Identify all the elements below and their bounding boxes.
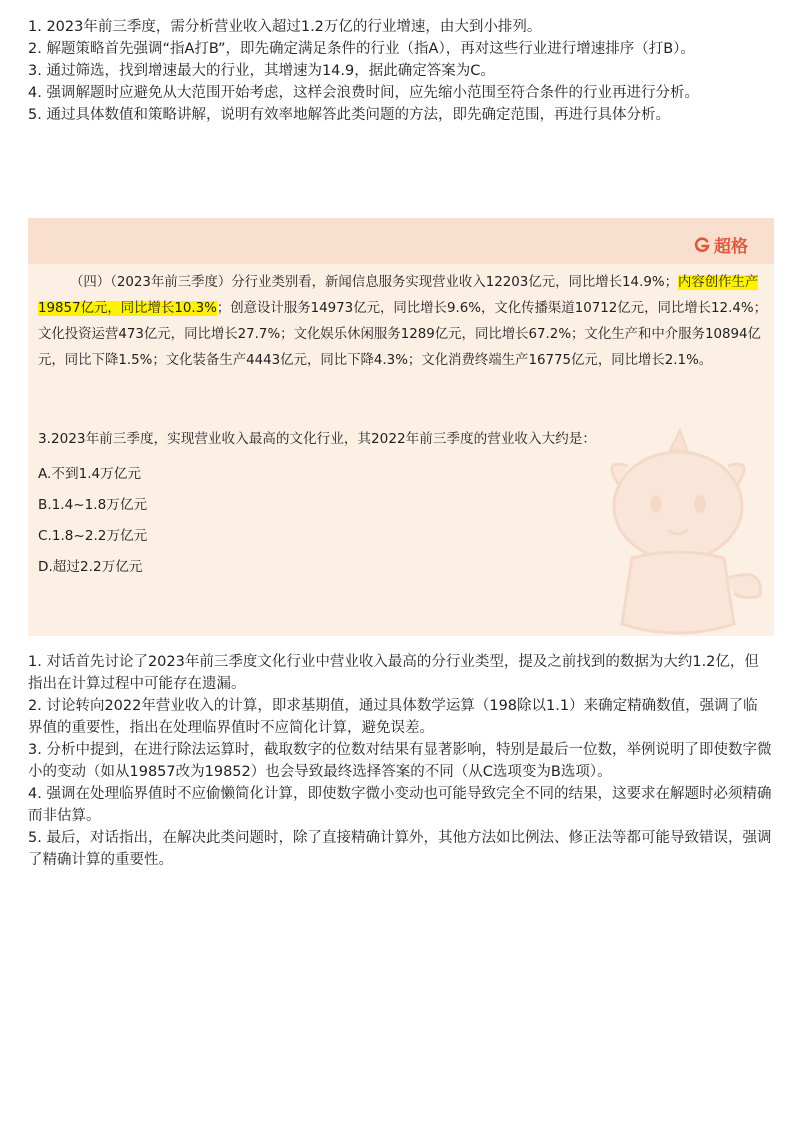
note-item: 5. 通过具体数值和策略讲解，说明有效率地解答此类问题的方法，即先确定范围，再进行具体分析。 [28,107,670,123]
note-item: 5. 最后，对话指出，在解决此类问题时，除了直接精确计算外，其他方法如比例法、修正法等都可能导致错误，强调了精确计算的重要性。 [28,830,772,868]
slide-header-band [28,218,774,264]
brand-name: 超格 [714,237,748,257]
note-item: 1. 2023年前三季度，需分析营业收入超过1.2万亿的行业增速，由大到小排列。 [28,19,542,35]
option-a: A.不到1.4万亿元 [38,466,141,482]
question-stem: 3.2023年前三季度，实现营业收入最高的文化行业，其2022年前三季度的营业收入大约是： [38,431,596,447]
note-item: 4. 强调解题时应避免从大范围开始考虑，这样会浪费时间，应先缩小范围至符合条件的行业再进行分析。 [28,85,699,101]
passage-rest: ；创意设计服务14973亿元，同比增长9.6%，文化传播渠道10712亿元，同比增长12.4%；文化投资运营473亿元，同比增长27.7%；文化娱乐休闲服务1289亿元，同比增长67.2%；文化生产和中介服务10894亿元，同比下降1.5%；文化装备生产4443亿元，同比下降4.3%；文化消费终端生产16775亿元，同比增长2.1%。 [38,301,767,368]
brand-logo-icon [694,237,710,253]
passage-text [38,270,768,374]
lecture-slide [28,218,774,636]
note-item: 4. 强调在处理临界值时不应偷懒简化计算，即使数字微小变动也可能导致完全不同的结果，这要求在解题时必须精确而非估算。 [28,786,772,824]
brand-logo [694,232,748,257]
note-item: 3. 分析中提到，在进行除法运算时，截取数字的位数对结果有显著影响，特别是最后一位数，举例说明了即使数字微小的变动（如从19857改为19852）也会导致最终选择答案的不同（从C选项变为B选项）。 [28,742,772,780]
passage-highlight: 内容创作生产19857亿元，同比增长10.3% [38,275,759,316]
option-d: D.超过2.2万亿元 [38,559,143,575]
summary-notes-bottom [28,651,772,871]
question-block [38,428,758,583]
passage-lead: （四）（2023年前三季度）分行业类别看，新闻信息服务实现营业收入12203亿元，同比增长14.9%； [70,275,678,290]
note-item: 3. 通过筛选，找到增速最大的行业，其增速为14.9，据此确定答案为C。 [28,63,495,79]
note-item: 2. 讨论转向2022年营业收入的计算，即求基期值，通过具体数学运算（198除以1.1）来确定精确数值，强调了临界值的重要性，指出在处理临界值时不应简化计算，避免误差。 [28,698,758,736]
option-b: B.1.4~1.8万亿元 [38,497,148,513]
note-item: 2. 解题策略首先强调“指A打B”，即先确定满足条件的行业（指A），再对这些行业进行增速排序（打B）。 [28,41,695,57]
option-c: C.1.8~2.2万亿元 [38,528,148,544]
note-item: 1. 对话首先讨论了2023年前三季度文化行业中营业收入最高的分行业类型，提及之前找到的数据为大约1.2亿，但指出在计算过程中可能存在遗漏。 [28,654,759,692]
summary-notes-top [28,16,772,126]
